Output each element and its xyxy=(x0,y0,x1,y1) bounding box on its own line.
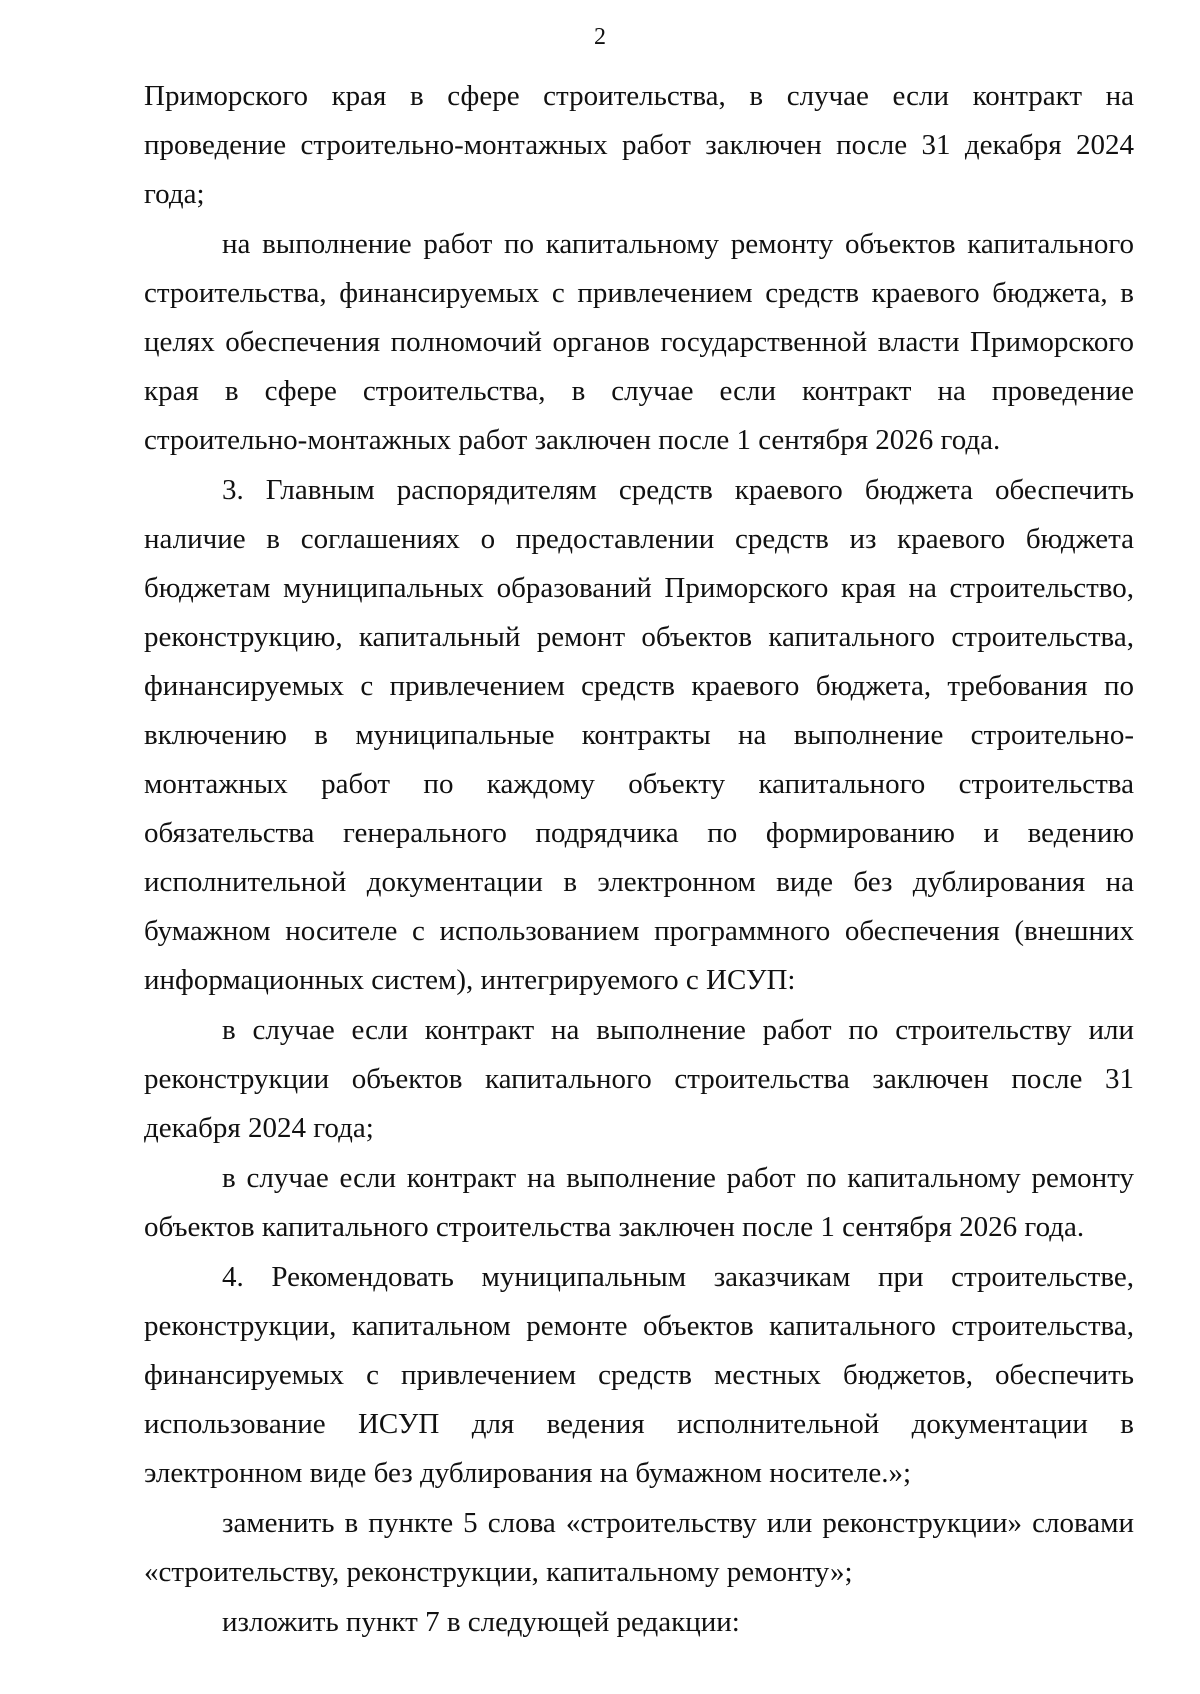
paragraph-restate-item-7: изложить пункт 7 в следующей редакции: xyxy=(222,1606,740,1638)
paragraph-repair-case: в случае если контракт на выполнение работ по капитальному ремонту объектов капитального строительства заключен после 1 сентября 2026 года. xyxy=(144,1162,1134,1243)
paragraph-capital-repair: на выполнение работ по капитальному ремонту объектов капитального строительства, финансируемых с привлечением средств краевого бюджета, в целях обеспечения полномочий органов государственной власти Приморского края в сфере строительства, в случае если контракт на проведение строительно-монтажных работ заключен после 1 сентября 2026 года. xyxy=(144,228,1134,456)
paragraph-item-3: 3. Главным распорядителям средств краевого бюджета обеспечить наличие в соглашениях о предоставлении средств из краевого бюджета бюджетам муниципальных образований Приморского края на строительство, реконструкцию, капитальный ремонт объектов капитального строительства, финансируемых с привлечением средств краевого бюджета, требования по включению в муниципальные контракты на выполнение строительно-монтажных работ по каждому объекту капитального строительства обязательства генерального подрядчика по формированию и ведению исполнительной документации в электронном виде без дублирования на бумажном носителе с использованием программного обеспечения (внешних информационных систем), интегрируемого с ИСУП: xyxy=(144,474,1134,996)
paragraph-construction-case: в случае если контракт на выполнение работ по строительству или реконструкции объектов капитального строительства заключен после 31 декабря 2024 года; xyxy=(144,1014,1134,1144)
paragraph-item-4: 4. Рекомендовать муниципальным заказчикам при строительстве, реконструкции, капитальном ремонте объектов капитального строительства, финансируемых с привлечением средств местных бюджетов, обеспечить использование ИСУП для ведения исполнительной документации в электронном виде без дублирования на бумажном носителе.»; xyxy=(144,1261,1134,1489)
paragraph-continuation: Приморского края в сфере строительства, в случае если контракт на проведение строительно-монтажных работ заключен после 31 декабря 2024 года; xyxy=(144,80,1134,210)
paragraph-replace-item-5: заменить в пункте 5 слова «строительству или реконструкции» словами «строительству, реконструкции, капитальному ремонту»; xyxy=(144,1507,1134,1588)
document-body xyxy=(144,72,1134,1647)
page-number: 2 xyxy=(594,24,606,50)
